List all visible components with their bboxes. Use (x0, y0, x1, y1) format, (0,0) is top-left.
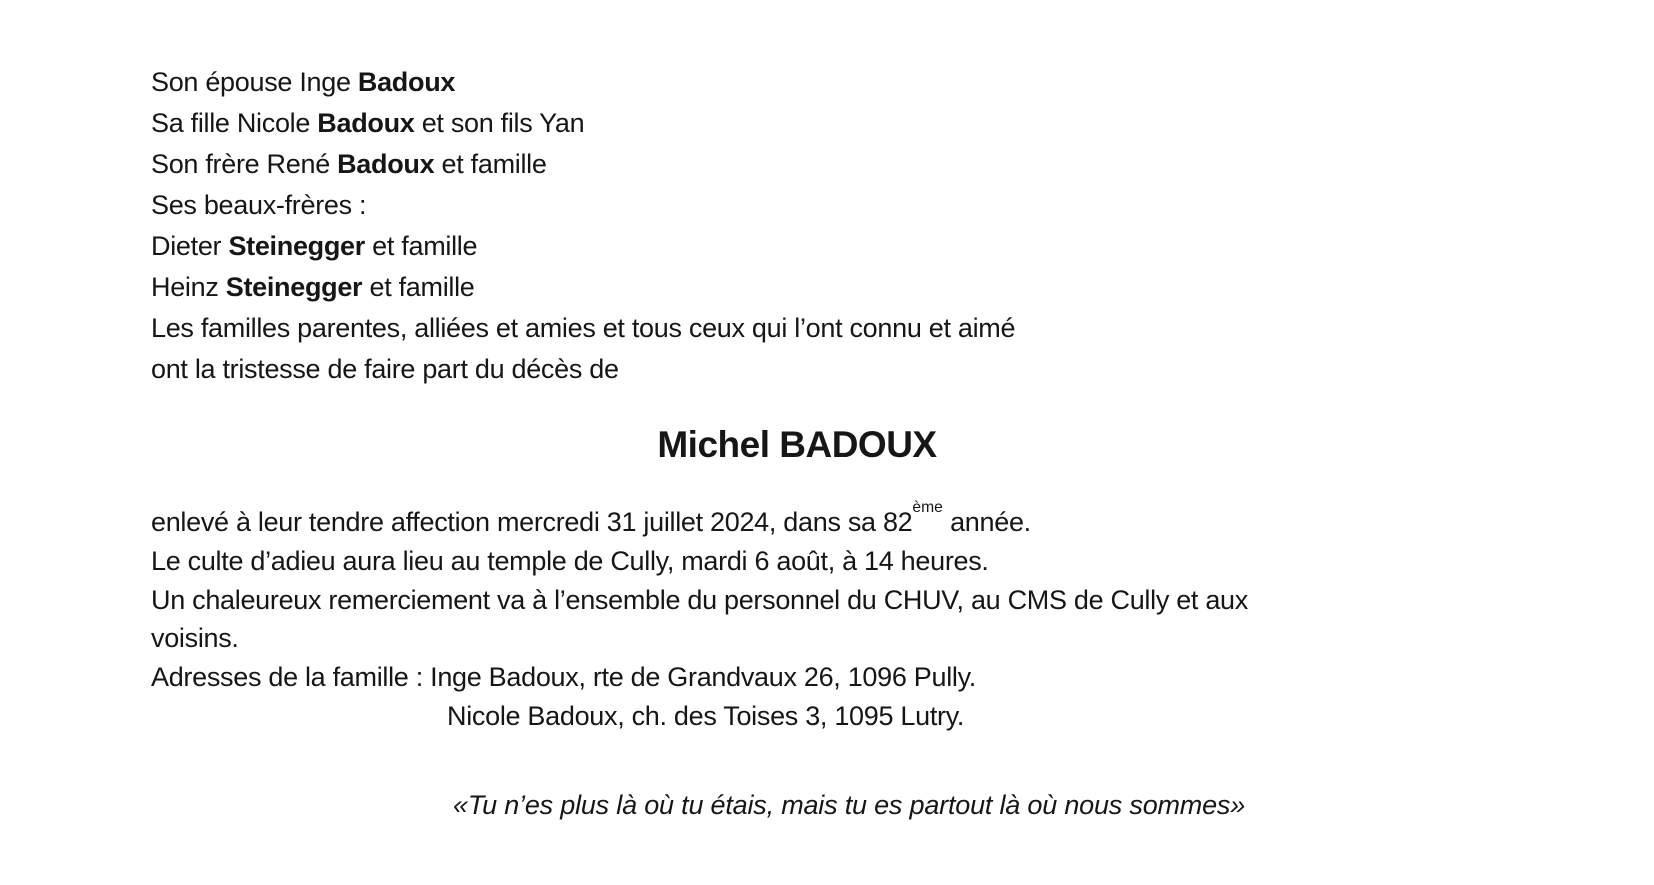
text-line (151, 658, 1654, 697)
text-segment: Heinz (151, 272, 226, 302)
bold-name-segment: Steinegger (225, 272, 363, 302)
text-line (447, 697, 1654, 736)
text-segment: Dieter (151, 231, 229, 261)
text-segment: enlevé à leur tendre affection mercredi 31 juillet 2024, dans sa 82 (151, 507, 913, 537)
family-announcement-block (151, 62, 1654, 390)
text-segment: ont la tristesse de faire part du décès de (151, 354, 619, 384)
text-segment: année. (942, 507, 1031, 537)
text-segment: et famille (362, 272, 475, 302)
text-segment: Un chaleureux remerciement va à l’ensemble du personnel du CHUV, au CMS de Cully et aux (151, 584, 1248, 615)
text-line (151, 619, 1654, 658)
text-line (151, 185, 1654, 226)
text-segment: Les familles parentes, alliées et amies et tous ceux qui l’ont connu et aimé (151, 313, 1016, 343)
text-line (151, 62, 1654, 103)
text-segment: et famille (364, 231, 478, 261)
bold-name-segment: Steinegger (228, 231, 365, 261)
text-line (151, 581, 1654, 620)
funeral-details-block (151, 499, 1654, 736)
text-line (151, 542, 1654, 581)
text-segment: Adresses de la famille : Inge Badoux, rte de Grandvaux 26, 1096 Pully. (151, 662, 976, 693)
memorial-quote: «Tu n’es plus là où tu étais, mais tu es partout là où nous sommes» (453, 789, 1246, 820)
deceased-name-title: Michel BADOUX (657, 424, 937, 465)
bold-name-segment: Badoux (357, 67, 456, 97)
bold-name-segment: Badoux (317, 108, 415, 138)
text-segment: Nicole Badoux, ch. des Toises 3, 1095 Lutry. (447, 700, 965, 731)
text-line (151, 226, 1654, 267)
bold-name-segment: Badoux (337, 149, 435, 179)
text-segment: Son épouse Inge (151, 67, 358, 97)
text-segment: voisins. (151, 623, 239, 654)
text-segment: Le culte d’adieu aura lieu au temple de Cully, mardi 6 août, à 14 heures. (151, 545, 989, 576)
text-segment: et son fils Yan (414, 108, 585, 138)
text-segment: Sa fille Nicole (151, 108, 318, 138)
superscript-segment: ème (912, 499, 943, 517)
text-line (151, 267, 1654, 308)
text-line (151, 308, 1654, 349)
text-line (151, 103, 1654, 144)
text-line (151, 349, 1654, 390)
text-segment: Ses beaux-frères : (151, 190, 367, 220)
text-line (151, 144, 1654, 185)
text-line (151, 499, 1654, 542)
text-segment: Son frère René (151, 149, 338, 179)
text-segment: et famille (434, 149, 547, 179)
